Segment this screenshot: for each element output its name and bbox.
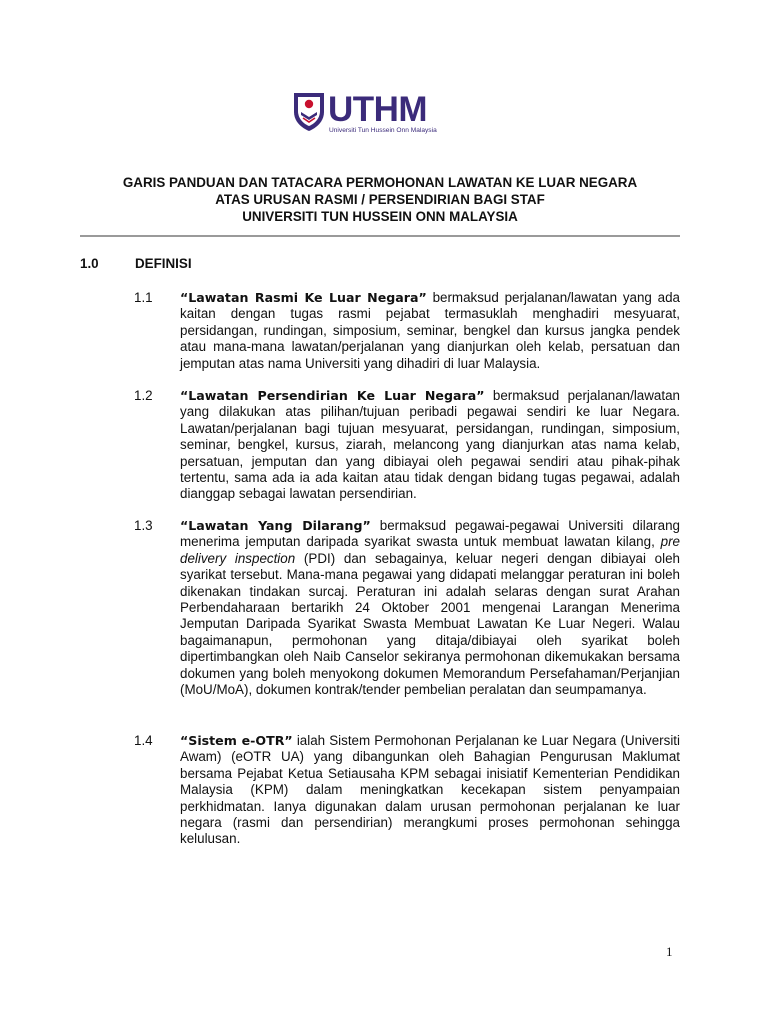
clause-number: 1.1 — [134, 290, 153, 305]
crest-icon — [292, 90, 326, 132]
clause-body — [180, 290, 680, 372]
clause-italic-text: pre delivery inspection — [180, 534, 680, 566]
clause-text: ialah Sistem Permohonan Perjalanan ke Luar Negara (Universiti Awam) (eOTR UA) yang dibangunkan oleh Bahagian Pengurusan Maklumat bersama Pejabat Ketua Setiausaha KPM sebagai inisiatif Kementerian Pendidikan Malaysia (KPM) dalam meningkatkan kecekapan sistem penyampaian perkhidmatan. Ianya digunakan dalam urusan permohonan perjalanan ke luar negara (rasmi dan persendirian) merangkumi proses permohonan sehingga kelulusan. — [180, 733, 680, 847]
clause-body — [180, 388, 680, 503]
clause-text: bermaksud perjalanan/lawatan yang ada kaitan dengan tugas rasmi pejabat termasuklah menghadiri mesyuarat, persidangan, rundingan, simposium, seminar, bengkel dan kursus jangka pendek atau mana-mana lawatan/perjalanan yang dianjurkan oleh kelab, persatuan dan jemputan atas nama Universiti yang dihadiri di luar Malaysia. — [180, 290, 680, 371]
title-line-2: ATAS URUSAN RASMI / PERSENDIRIAN BAGI STAF — [215, 192, 545, 207]
title-line-1: GARIS PANDUAN DAN TATACARA PERMOHONAN LAWATAN KE LUAR NEGARA — [122, 175, 638, 190]
clause-text: bermaksud pegawai-pegawai Universiti dilarang menerima jemputan daripada syarikat swasta untuk membuat lawatan kilang, — [180, 518, 680, 550]
uthm-logo — [292, 90, 460, 140]
clause-term: “Lawatan Rasmi Ke Luar Negara” — [180, 290, 427, 305]
clause-text: bermaksud perjalanan/lawatan yang dilakukan atas pilihan/tujuan peribadi pegawai sendiri ke luar Negara. Lawatan/perjalanan bagi tujuan mesyuarat, persidangan, rundingan, simposium, seminar, bengkel, kursus, ziarah, melancong yang dianjurkan atas nama kelab, persatuan, jemputan dan yang dibiayai oleh pegawai sendiri atau pihak-pihak tertentu, sama ada ia ada kaitan atau tidak dengan bidang tugas pegawai, adalah dianggap sebagai lawatan persendirian. — [180, 388, 680, 502]
clause-term: “Sistem e-OTR” — [180, 733, 293, 748]
title-line-3: UNIVERSITI TUN HUSSEIN ONN MALAYSIA — [242, 209, 518, 224]
clause-number: 1.3 — [134, 518, 153, 533]
clause-number: 1.2 — [134, 388, 153, 403]
page-number: 1 — [666, 944, 673, 959]
document-title — [80, 174, 680, 225]
title-divider — [80, 235, 680, 237]
clause-term: “Lawatan Persendirian Ke Luar Negara” — [180, 388, 485, 403]
section-name: DEFINISI — [135, 256, 192, 271]
clause-body — [180, 733, 680, 848]
clause-term: “Lawatan Yang Dilarang” — [180, 518, 371, 533]
clause-number: 1.4 — [134, 733, 153, 748]
logo-wordmark: UTHM — [328, 90, 428, 129]
section-number: 1.0 — [80, 256, 99, 271]
clause-body — [180, 518, 680, 698]
logo-subtitle: Universiti Tun Hussein Onn Malaysia — [329, 127, 437, 134]
clause-text: (PDI) dan sebagainya, keluar negeri dengan dibiayai oleh syarikat tersebut. Mana-mana pegawai yang didapati melanggar peraturan ini boleh dikenakan tindakan surcaj. Peraturan ini adalah selaras dengan surat Arahan Perbendaharaan bertarikh 24 Oktober 2001 mengenai Larangan Menerima Jemputan Daripada Syarikat Swasta Membuat Lawatan Ke Luar Negeri. Walau bagaimanapun, permohonan yang ditaja/dibiayai oleh syarikat boleh dipertimbangkan oleh Naib Canselor sekiranya permohonan dikemukakan bersama dokumen yang boleh menyokong dokumen Memorandum Persefahaman/Perjanjian (MoU/MoA), dokumen kontrak/tender pembelian peralatan dan seumpamanya. — [180, 550, 680, 698]
